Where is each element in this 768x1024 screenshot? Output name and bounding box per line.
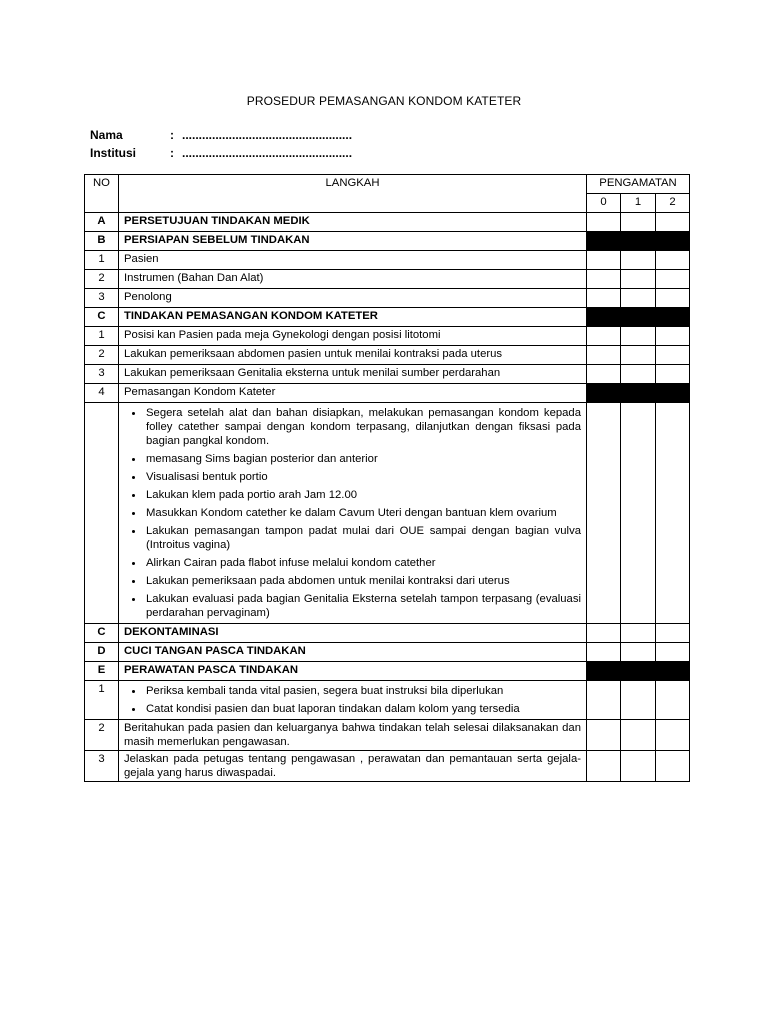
score-cell-0[interactable] — [587, 365, 621, 384]
list-item: • Segera setelah alat dan bahan disiapkan, melakukan pemasangan kondom kepada folley catether sampai dengan kondom terpasang, dilanjutkan dengan fiksasi pada bagian pangkal kondom. — [144, 404, 581, 450]
blacked-out-cell — [587, 308, 690, 327]
score-header-2: 2 — [656, 194, 690, 213]
row-text: Instrumen (Bahan Dan Alat) — [119, 270, 587, 289]
nama-label: Nama — [90, 128, 123, 142]
header-langkah: LANGKAH — [119, 175, 587, 213]
score-cell-0[interactable] — [587, 346, 621, 365]
score-cell-0[interactable] — [587, 751, 621, 782]
table-row — [85, 384, 690, 403]
nama-field — [90, 128, 352, 142]
e1-bullets-cell — [119, 681, 587, 720]
table-row — [85, 308, 690, 327]
blacked-out-cell — [587, 662, 690, 681]
list-item: • memasang Sims bagian posterior dan anterior — [144, 450, 581, 468]
row-text: Pemasangan Kondom Kateter — [119, 384, 587, 403]
table-row — [85, 270, 690, 289]
step4-bullet-list — [124, 404, 581, 622]
row-text: TINDAKAN PEMASANGAN KONDOM KATETER — [119, 308, 587, 327]
row-no: D — [85, 643, 119, 662]
score-cell-1[interactable] — [621, 624, 656, 643]
row-no: A — [85, 213, 119, 232]
list-item: • Catat kondisi pasien dan buat laporan tindakan dalam kolom yang tersedia — [144, 700, 581, 718]
institusi-label: Institusi — [90, 146, 137, 160]
row-no: 1 — [85, 681, 119, 720]
row-text: Lakukan pemeriksaan abdomen pasien untuk menilai kontraksi pada uterus — [119, 346, 587, 365]
score-cell-2[interactable] — [656, 346, 690, 365]
score-cell-2[interactable] — [656, 643, 690, 662]
colon: : — [170, 146, 174, 160]
row-no: C — [85, 624, 119, 643]
header-pengamatan: PENGAMATAN — [587, 175, 690, 194]
score-cell-1[interactable] — [621, 213, 656, 232]
score-cell-1[interactable] — [621, 681, 656, 720]
row-no: 2 — [85, 346, 119, 365]
list-item: • Lakukan evaluasi pada bagian Genitalia Eksterna setelah tampon terpasang (evaluasi perdarahan pervaginam) — [144, 590, 581, 622]
row-text: PERSETUJUAN TINDAKAN MEDIK — [119, 213, 587, 232]
table-row — [85, 289, 690, 308]
score-cell-2[interactable] — [656, 720, 690, 751]
row-text: PERSIAPAN SEBELUM TINDAKAN — [119, 232, 587, 251]
score-cell-0[interactable] — [587, 289, 621, 308]
row-text: Posisi kan Pasien pada meja Gynekologi dengan posisi litotomi — [119, 327, 587, 346]
score-cell-0[interactable] — [587, 270, 621, 289]
row-text: Pasien — [119, 251, 587, 270]
row-text: Jelaskan pada petugas tentang pengawasan , perawatan dan pemantauan serta gejala-gejala yang harus diwaspadai. — [119, 751, 587, 782]
table-row — [85, 232, 690, 251]
score-cell-0[interactable] — [587, 327, 621, 346]
list-item: • Lakukan pemasangan tampon padat mulai dari OUE sampai dengan bagian vulva (Introitus vagina) — [144, 522, 581, 554]
score-cell-2[interactable] — [656, 365, 690, 384]
procedure-table — [84, 174, 690, 782]
list-item: • Lakukan klem pada portio arah Jam 12.00 — [144, 486, 581, 504]
step4-bullets-cell — [119, 403, 587, 624]
score-cell-2[interactable] — [656, 624, 690, 643]
row-text: Penolong — [119, 289, 587, 308]
row-no: B — [85, 232, 119, 251]
row-no: 3 — [85, 751, 119, 782]
list-item: • Lakukan pemeriksaan pada abdomen untuk menilai kontraksi dari uterus — [144, 572, 581, 590]
table-row — [85, 346, 690, 365]
score-cell-1[interactable] — [621, 365, 656, 384]
list-item: • Masukkan Kondom catether ke dalam Cavum Uteri dengan bantuan klem ovarium — [144, 504, 581, 522]
table-row — [85, 751, 690, 782]
row-no: 1 — [85, 251, 119, 270]
table-row — [85, 213, 690, 232]
colon: : — [170, 128, 174, 142]
page-title: PROSEDUR PEMASANGAN KONDOM KATETER — [246, 94, 522, 108]
row-text: Beritahukan pada pasien dan keluarganya bahwa tindakan telah selesai dilaksanakan dan masih memerlukan pengawasan. — [119, 720, 587, 751]
blacked-out-cell — [587, 384, 690, 403]
list-item: • Periksa kembali tanda vital pasien, segera buat instruksi bila diperlukan — [144, 682, 581, 700]
row-text: Lakukan pemeriksaan Genitalia eksterna untuk menilai sumber perdarahan — [119, 365, 587, 384]
score-header-1: 1 — [621, 194, 656, 213]
score-cell-1[interactable] — [621, 289, 656, 308]
score-cell-1[interactable] — [621, 403, 656, 624]
score-cell-1[interactable] — [621, 751, 656, 782]
row-text: DEKONTAMINASI — [119, 624, 587, 643]
score-cell-2[interactable] — [656, 213, 690, 232]
row-no: 3 — [85, 365, 119, 384]
score-cell-2[interactable] — [656, 289, 690, 308]
table-row — [85, 365, 690, 384]
score-cell-1[interactable] — [621, 643, 656, 662]
score-cell-0[interactable] — [587, 643, 621, 662]
score-cell-2[interactable] — [656, 751, 690, 782]
score-cell-2[interactable] — [656, 681, 690, 720]
row-no: 2 — [85, 270, 119, 289]
nama-value[interactable]: ................................................... — [182, 128, 353, 142]
row-no: 4 — [85, 384, 119, 403]
table-row — [85, 643, 690, 662]
score-cell-0[interactable] — [587, 624, 621, 643]
table-row — [85, 662, 690, 681]
score-cell-1[interactable] — [621, 270, 656, 289]
score-cell-2[interactable] — [656, 327, 690, 346]
score-cell-2[interactable] — [656, 270, 690, 289]
table-row — [85, 327, 690, 346]
score-cell-0[interactable] — [587, 251, 621, 270]
blacked-out-cell — [587, 232, 690, 251]
table-row — [85, 403, 690, 624]
score-cell-1[interactable] — [621, 720, 656, 751]
row-no: C — [85, 308, 119, 327]
institusi-value[interactable]: ................................................... — [182, 146, 353, 160]
row-text: PERAWATAN PASCA TINDAKAN — [119, 662, 587, 681]
e1-bullet-list — [124, 682, 581, 718]
list-item: • Alirkan Cairan pada flabot infuse melalui kondom catether — [144, 554, 581, 572]
table-row — [85, 624, 690, 643]
row-no: 2 — [85, 720, 119, 751]
score-header-0: 0 — [587, 194, 621, 213]
score-cell-1[interactable] — [621, 346, 656, 365]
row-no: E — [85, 662, 119, 681]
table-row — [85, 681, 690, 720]
score-cell-0[interactable] — [587, 720, 621, 751]
table-row — [85, 251, 690, 270]
header-no: NO — [85, 175, 119, 213]
table-row — [85, 720, 690, 751]
score-cell-2[interactable] — [656, 403, 690, 624]
score-cell-2[interactable] — [656, 251, 690, 270]
header-row — [85, 175, 690, 194]
row-text: CUCI TANGAN PASCA TINDAKAN — [119, 643, 587, 662]
row-no — [85, 403, 119, 624]
score-cell-1[interactable] — [621, 251, 656, 270]
institusi-field — [90, 146, 352, 160]
list-item: • Visualisasi bentuk portio — [144, 468, 581, 486]
score-cell-0[interactable] — [587, 403, 621, 624]
row-no: 1 — [85, 327, 119, 346]
score-cell-1[interactable] — [621, 327, 656, 346]
score-cell-0[interactable] — [587, 681, 621, 720]
row-no: 3 — [85, 289, 119, 308]
score-cell-0[interactable] — [587, 213, 621, 232]
